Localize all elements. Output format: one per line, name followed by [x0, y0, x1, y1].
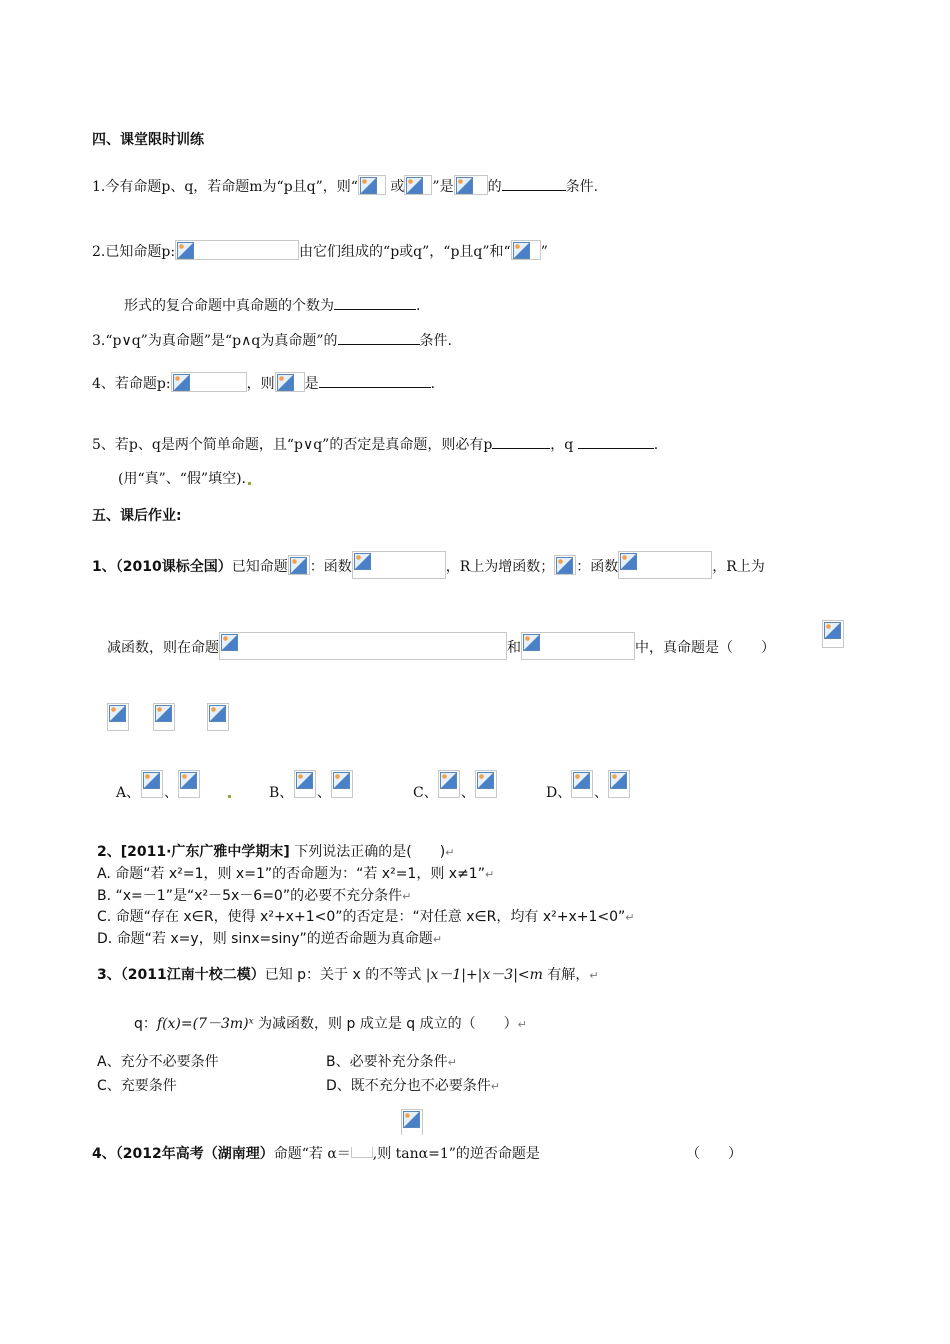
question-4-3: 3.“p∨q”为真命题”是“p∧q为真命题”的 条件. — [92, 330, 452, 351]
inequality-formula: |x－1|+|x－3|<m — [425, 967, 543, 983]
image-placeholder-icon — [404, 175, 432, 195]
question-5-3-option-b: B、必要补充分条件↵ — [326, 1054, 457, 1070]
image-placeholder-icon — [571, 770, 593, 798]
option-a[interactable]: A、 — [116, 785, 141, 801]
image-placeholder-box — [351, 1147, 373, 1158]
section-5-title: 五、课后作业: — [92, 508, 182, 524]
question-4-4: 4、若命题p: ，则 是 . — [92, 372, 435, 394]
image-placeholder-icon — [171, 372, 247, 392]
image-placeholder-icon — [331, 770, 353, 798]
image-placeholder-icon — [475, 770, 497, 798]
section-4-title: 四、课堂限时训练 — [92, 132, 204, 148]
question-4-5: 5、若p、q是两个简单命题，且“p∨q”的否定是真命题，则必有p ，q . — [92, 434, 658, 455]
green-mark-icon — [228, 795, 231, 798]
question-5-2-option-c: C. 命题“存在 x∈R，使得 x²+x+1<0”的否定是：“对任意 x∈R，均有 x²+x+1<0”↵ — [97, 909, 635, 925]
image-placeholder-icon — [275, 372, 305, 392]
image-placeholder-icon — [358, 175, 386, 195]
question-5-3-option-a: A、充分不必要条件 — [97, 1054, 219, 1070]
question-5-2-head: 2、[2011·广东广雅中学期末] 下列说法正确的是( )↵ — [97, 844, 455, 860]
image-placeholder-icon — [153, 703, 175, 731]
image-placeholder-icon — [288, 555, 310, 575]
separator: 、 — [317, 785, 331, 801]
question-5-3-q: q：f(x)=(7－3m)ˣ 为减函数，则 p 成立是 q 成立的（ ）↵ — [134, 1016, 527, 1032]
option-c[interactable]: C、 — [413, 785, 438, 801]
separator: 、 — [594, 785, 608, 801]
image-placeholder-icon — [107, 703, 129, 731]
answer-blank[interactable] — [319, 373, 431, 388]
question-5-1-line2: 减函数，则在命题 和 中，真命题是（ ） — [107, 632, 775, 660]
image-placeholder-icon — [618, 551, 712, 579]
answer-blank[interactable] — [492, 434, 550, 449]
image-placeholder-icon — [178, 770, 200, 798]
question-5-3-option-d: D、既不充分也不必要条件↵ — [326, 1078, 500, 1094]
image-placeholder-icon — [401, 1109, 423, 1135]
question-4-2-line2: 形式的复合命题中真命题的个数为 . — [124, 295, 420, 316]
question-5-1: 1、（2010课标全国）已知命题 ：函数 ，R上为增函数； ：函数 ，R上为 — [92, 551, 765, 579]
image-placeholder-icon — [608, 770, 630, 798]
question-4-5-line2: (用“真”、“假”填空). — [118, 469, 251, 489]
image-placeholder-icon — [822, 620, 844, 648]
image-placeholder-icon — [219, 632, 507, 660]
question-5-2-option-b: B. “x=－1”是“x²－5x－6=0”的必要不充分条件↵ — [97, 888, 412, 904]
image-placeholder-icon — [454, 175, 488, 195]
image-placeholder-icon — [511, 240, 541, 260]
option-d[interactable]: D、 — [546, 785, 572, 801]
question-4-1: 1.今有命题p、q，若命题m为“p且q”，则“ 或 ”是 的 条件. — [92, 175, 598, 197]
image-placeholder-icon — [294, 770, 316, 798]
image-placeholder-icon — [521, 632, 635, 660]
option-b[interactable]: B、 — [269, 785, 294, 801]
answer-blank[interactable] — [502, 176, 566, 191]
image-placeholder-icon — [207, 703, 229, 731]
function-formula: f(x)=(7－3m)ˣ — [156, 1016, 254, 1032]
image-placeholder-icon — [438, 770, 460, 798]
answer-blank[interactable] — [334, 295, 416, 310]
image-placeholder-icon — [141, 770, 163, 798]
question-5-4: 4、（2012年高考（湖南理）命题“若 α＝ ,则 tanα=1”的逆否命题是 — [92, 1146, 540, 1162]
answer-blank[interactable] — [578, 434, 654, 449]
question-5-3-option-c: C、充要条件 — [97, 1078, 177, 1094]
question-5-3-head: 3、（2011江南十校二模）已知 p：关于 x 的不等式 |x－1|+|x－3|<m 有解，↵ — [97, 967, 599, 983]
image-placeholder-icon — [352, 551, 446, 579]
question-5-2-option-a: A. 命题“若 x²=1，则 x=1”的否命题为：“若 x²=1，则 x≠1”↵ — [97, 866, 495, 882]
separator: 、 — [461, 785, 475, 801]
question-5-2-option-d: D. 命题“若 x=y，则 sinx=siny”的逆否命题为真命题↵ — [97, 931, 443, 947]
image-placeholder-icon — [175, 240, 299, 260]
answer-blank[interactable] — [338, 330, 420, 345]
question-4-2: 2.已知命题p: 由它们组成的“p或q”，“p且q”和“ ” — [92, 240, 548, 262]
answer-paren[interactable]: （ ） — [686, 1146, 742, 1162]
green-mark-icon — [248, 482, 251, 485]
separator: 、 — [164, 785, 178, 801]
image-placeholder-icon — [554, 555, 576, 575]
